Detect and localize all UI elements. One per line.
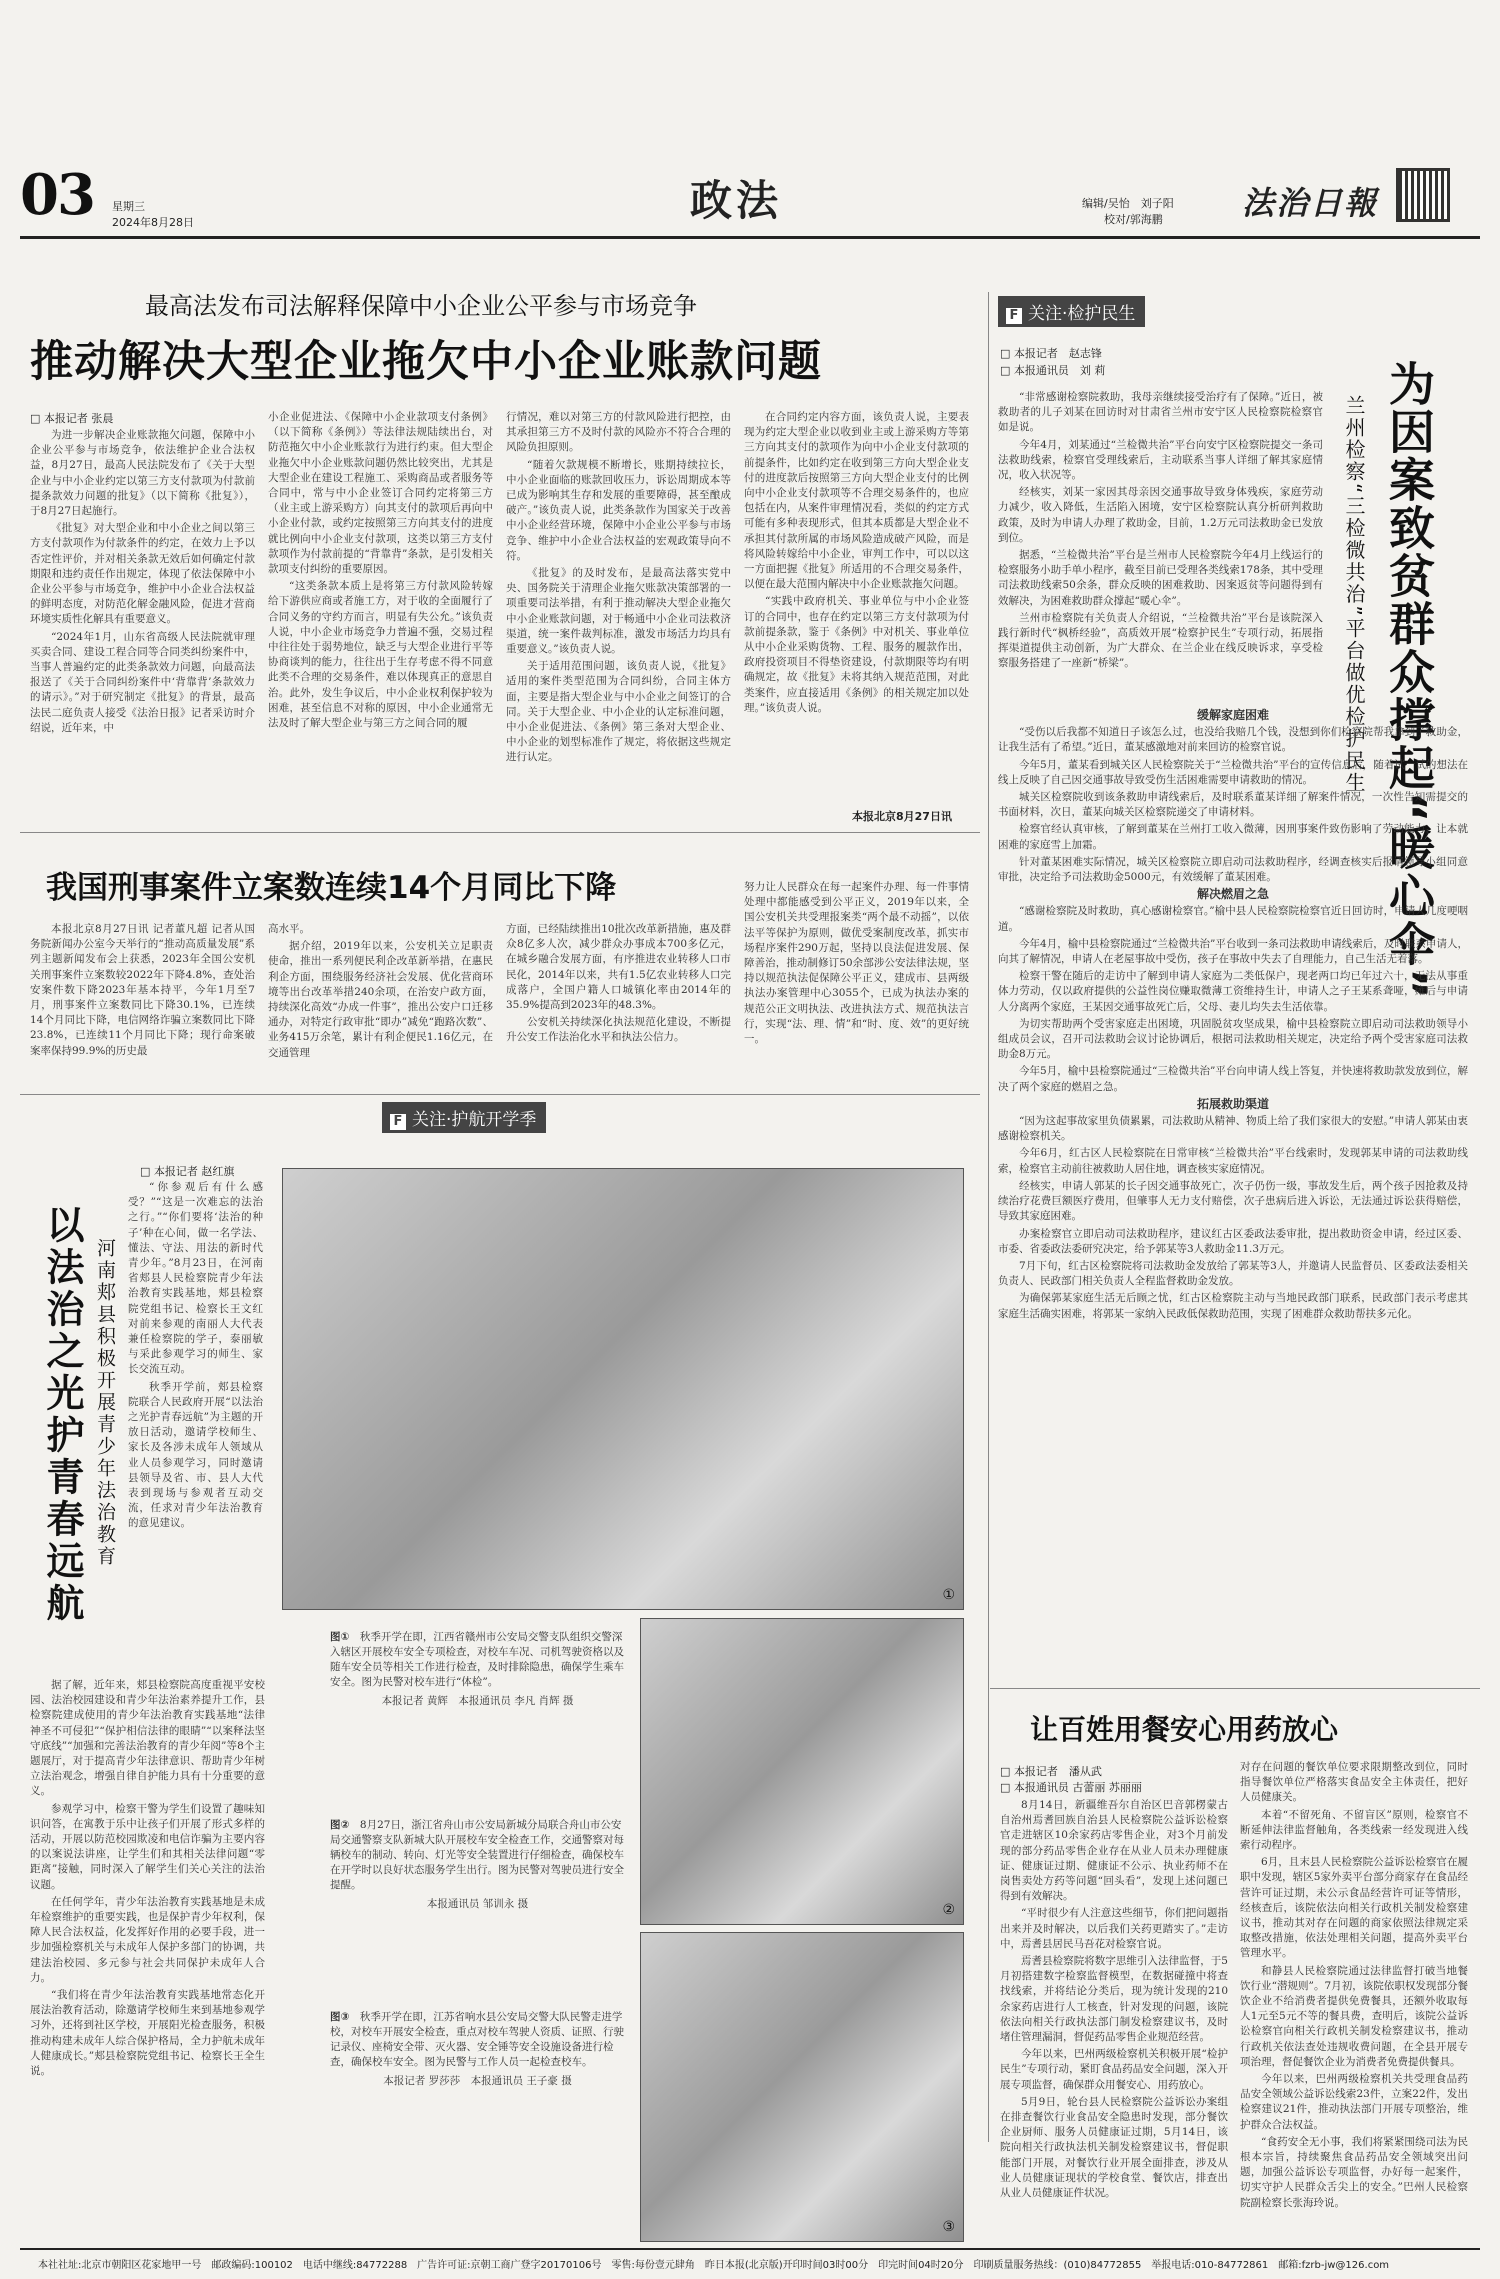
food-headline: 让百姓用餐安心用药放心 bbox=[1030, 1713, 1339, 1746]
caption-3: 图③ 秋季开学在即，江苏省响水县公安局交警大队民警走进学校，对校车开展安全检查，重点对校车驾驶人资质、证照、行驶记录仪、座椅安全带、灭火器、安全锤等安全设施设备进行检查，确保校车安全。图为民警与工作人员一起检查校车。 本报记者 罗莎莎 本报通讯员 王子豪 摄 bbox=[330, 2011, 624, 2087]
page-number: 03 bbox=[20, 162, 94, 228]
food-reporter-2: □ 本报通讯员 古蕾丽 苏丽丽 bbox=[1000, 1781, 1142, 1794]
campus-subheadline: 河南郏县积极开展青少年法治教育 bbox=[94, 1238, 116, 1568]
caption-1: 图① 秋季开学在即，江西省赣州市公安局交警支队组织交警深入辖区开展校车安全专项检查，对校车车况、司机驾驶资格以及随车安全员等相关工作进行检查，及时排除隐患，确保学生乘车安全。图为民警对校车进行“体检”。 本报记者 黄辉 本报通讯员 李凡 肖辉 摄 bbox=[330, 1631, 624, 1707]
photo-2-label: ② bbox=[942, 1902, 955, 1918]
footer-rule bbox=[20, 2248, 1480, 2250]
crime-col-4: 努力让人民群众在每一起案件办理、每一件事情处理中都能感受到公平正义，2019年以来，全国公安机关共受理报案类“两个最不动摇”，以依法平等保护为原则，做优受案制度改革，抓实市场程序案件290万起，坚持以良法促进发展、保障善治，推动制修订50余部涉公安法律法规，坚持以规范执法促保障公平正义，建成市、县两级执法办案管理中心3055个，已成为执法办案的规范公正文明执法、改进执法方式、规范执法言行，实现“法、理、情”和“时、度、效”的更好统一。 bbox=[744, 881, 969, 1046]
lead-kicker: 最高法发布司法解释保障中小企业公平参与市场竞争 bbox=[145, 292, 697, 320]
warmth-subheadline: 兰州检察“三检微共治”平台做优检护民生 bbox=[1342, 395, 1366, 794]
warmth-divider bbox=[990, 1688, 1480, 1689]
right-column-border bbox=[988, 292, 989, 2142]
footer-info: 本社社址:北京市朝阳区花家地甲一号 邮政编码:100102 电话中继线:84772288 广告许可证:京朝工商广登字20170106号 零售:每份壹元肆角 昨日本报(北京版)开印时间03时00分 印完时间04时20分 印刷质量服务热线：(010)84772855 举报电话:010-84772861 邮箱:fzrb-jw@126.com bbox=[38, 2260, 1390, 2271]
photo-3-label: ③ bbox=[942, 2219, 955, 2235]
campus-col-1: 据了解，近年来，郏县检察院高度重视平安校园、法治校园建设和青少年法治素养提升工作，县检察院建成使用的青少年法治教育实践基地“法律神圣不可侵犯”“保护相信法律的眼睛”“以案释法坚守底线”“加强和完善法治教育的青少年阅”等8个主题展厅，对于提高青少年法律意识、帮助青少年树立法治观念，增强自律自护能力具有十分重要的意义。 参观学习中，检察干警为学生们设置了趣味知识问答，在寓教于乐中让孩子们开展了形式多样的活动，开展以防范校园欺凌和电信诈骗为主要内容的以案说法讲座，让学生们和其相关法律问题“零距离”接触，同时深入了解学生们关心关注的法治议题。 在任何学年，青少年法治教育实践基地是未成年检察维护的重要实践，也是保护青少年权利，保障人民合法权益，化发挥好作用的必要手段，进一步加强检察机关与未成年人保护多部门的协调，共建法治校园、多元参与社会共同保护未成年人合力。 “我们将在青少年法治教育实践基地常态化开展法治教育活动，除邀请学校师生来到基地参观学习外，还将到社区学校，开展阳光检查服务，积极推动构建未成年人综合保护格局，全力护航未成年人健康成长。”郏县检察院党组书记、检察长王全生说。 bbox=[30, 1679, 265, 2078]
photo-3 bbox=[640, 1932, 964, 2242]
lead-end-credit: 本报北京8月27日讯 bbox=[852, 810, 952, 823]
caption-3-credit: 本报记者 罗莎莎 本报通讯员 王子豪 摄 bbox=[383, 2075, 572, 2087]
warmth-body: 缓解家庭困难 “受伤以后我都不知道日子该怎么过，也没给我赔几个钱，没想到你们检察院帮我拿到了救助金，让我生活有了希望。”近日，董某感激地对前来回访的检察官说。 今年5月，董某看到城关区人民检察院关于“兰检微共治”平台的宣传信息后，随着试一试的想法在线上反映了自己因交通事故导致受伤生活困难需要申请救助的情况。 城关区检察院收到该条救助申请线索后，及时联系董某详细了解案件情况，一次性告知需提交的书面材料，次日，董某向城关区检察院递交了申请材料。 检察官经认真审核，了解到董某在兰州打工收入微薄，因刑事案件致伤影响了劳动能力，让本就困难的家庭雪上加霜。 针对董某困难实际情况，城关区检察院立即启动司法救助程序，经调查核实后报请领导小组同意审批，决定给予司法救助金5000元，有效缓解了董某困难。 解决燃眉之急 “感谢检察院及时救助，真心感谢检察官。”榆中县人民检察院检察官近日回访时，申请人几度哽咽道。 今年4月，榆中县检察院通过“兰检微共治”平台收到一条司法救助申请线索后，及时联系申请人，向其了解情况，申请人在老屋事故中受伤，孩子在事故中失去了自理能力，自己生活无着落。 检察干警在随后的走访中了解到申请人家庭为二类低保户，现老两口均已年过六十，无法从事重体力劳动，仅以政府提供的公益性岗位赚取微薄工资维持生计，申请人之子王某系聋哑，瘫后与申请人分离两个家庭，王某因交通事故死亡后，父母、妻儿均失去生活依靠。 为切实帮助两个受害家庭走出困境，巩固脱贫攻坚成果，榆中县检察院立即启动司法救助领导小组成员会议，召开司法救助会议讨论协调后，根据司法救助相关规定，决定给予两个受害家庭司法救助金8万元。 今年5月，榆中县检察院通过“三检微共治”平台向申请人线上答复，并快速将救助款发放到位，解决了两个家庭的燃眉之急。 拓展救助渠道 “因为这起事故家里负债累累，司法救助从精神、物质上给了我们家很大的安慰。”申请人郭某由衷感谢检察机关。 今年6月，红古区人民检察院在日常审核“兰检微共治”平台线索时，发现郭某申请的司法救助线索，检察官主动前往被救助人居住地，调查核实家庭情况。 经核实，申请人郭某的长子因交通事故死亡，次子仍伤一级，事故发生后，两个孩子因抢救及持续治疗花费巨额医疗费用，但肇事人无力支付赔偿，次子患病后进入诉讼，无法通过诉讼获得赔偿，导致其家庭困难。 办案检察官立即启动司法救助程序，建议红古区委政法委审批，提出救助资金申请，经过区委、市委、省委政法委研究决定，给予郭某等3人救助金11.3万元。 7月下旬，红古区检察院将司法救助金发放给了郭某等3人，并邀请人民监督员、区委政法委相关负责人、民政部门相关负责人全程监督救助金发放。 为确保郭某家庭生活无后顾之忧，红古区检察院主动与当地民政部门联系，民政部门表示考虑其家庭生活确实困难，将郭某一家纳入民政低保救助范围，实现了困难群众救助帮扶多元化。 bbox=[998, 708, 1468, 1320]
column-logo-icon-2: F bbox=[1006, 308, 1022, 324]
campus-byline: □ 本报记者 赵红旗 bbox=[140, 1165, 235, 1178]
masthead-rule bbox=[20, 236, 1480, 239]
crime-col-1: 本报北京8月27日讯 记者董凡超 记者从国务院新闻办公室今天举行的“推动高质量发展”系列主题新闻发布会上获悉，2023年全国公安机关刑事案件立案数较2022年下降4.8%，查处治安案件数下降2023年基本持平，今年1月至7月，刑事案件立案数同比下降30.1%，已连续14个月同比下降，电信网络诈骗立案数同比下降23.8%，已连续11个月同比下降；现行命案破案率保持99.9%的历史最 bbox=[30, 923, 255, 1057]
lead-col-4: 在合同约定内容方面，该负责人说，主要表现为约定大型企业以收到业主或上游采购方等第三方向其支付的款项作为向中小企业支付款项的前提条件，比如约定在收到第三方向大型企业支付的进度款后按照第三方向大型企业支付的比例向中小企业支付款项等不合理交易条件的，也应包括在内，从案件审理情况看，类似的约定方式可能有多种表现形式，但其本质都是大型企业不承担其付款所属的市场风险造成破产风险，而是将风险转嫁给中小企业，审判工作中，可以以这一方面把握《批复》所适用的不合理交易条件，以便在最大范围内解决中小企业账款拖欠问题。 “实践中政府机关、事业单位与中小企业签订的合同中，也存在约定以第三方支付款项为付款前提条款，鉴于《条例》中对机关、事业单位从中小企业采购货物、工程、服务的履款作出，政府投资项目不得垫资建设，付款期限等均有明确规定，故《批复》未将其纳入规范范围，对此类案件，应直接适用《条例》的相关规定加以处理。”该负责人说。 bbox=[744, 411, 969, 714]
food-col-2: 对存在问题的餐饮单位要求限期整改到位，同时指导餐饮单位严格落实食品安全主体责任，把好人员健康关。 本着“不留死角、不留盲区”原则，检察官不断延伸法律监督触角，各类线索一经发现进入线索行动程序。 6月，且末县人民检察院公益诉讼检察官在履职中发现，辖区5家外卖平台部分商家存在食品经营许可证过期，未公示食品经营许可证等情形，经核查后，该院依法向相关行政机关制发检察建议书，推动其对存在问题的商家依照法律规定采取整改措施，依法处理相关问题，提高外卖平台管理水平。 和静县人民检察院通过法律监督打破当地餐饮行业“潜规则”。7月初，该院依职权发现部分餐饮企业不给消费者提供免费餐具，还额外收取每人1元至5元不等的餐具费，查明后，该院公益诉讼检察官向相关行政机关制发检察建议书，推动行政机关依法查处违规收费问题，在全县开展专项治理，督促餐饮企业为消费者免费提供餐具。 今年以来，巴州两级检察机关共受理食品药品安全领域公益诉讼线索23件，立案22件，发出检察建议21件，推动执法部门开展专项整治，维护群众合法权益。 “食药安全无小事，我们将紧紧围绕司法为民根本宗旨，持续聚焦食品药品安全领域突出问题，加强公益诉讼专项监督，办好每一起案件，切实守护人民群众舌尖上的安全。”巴州人民检察院副检察长张海玲说。 bbox=[1240, 1761, 1468, 2209]
campus-headline: 以法治之光护青春远航 bbox=[40, 1205, 84, 1625]
food-col-1: 8月14日，新疆维吾尔自治区巴音郭楞蒙古自治州焉耆回族自治县人民检察院公益诉讼检察官走进辖区10余家药店零售企业，对3个月前发现的部分药品零售企业存在从业人员未办理健康证、健康证过期、健康证不公示、执业药师不在岗售卖处方药等问题“回头看”，发现上述问题已得到有效解决。 “平时很少有人注意这些细节，你们把问题指出来并及时解决，以后我们关药更踏实了。”走访中，焉耆县居民马吾花对检察官说。 焉耆县检察院将数字思维引入法律监督，于5月初搭建数字检察监督模型，在数据碰撞中将查找线索，并将结论分类后，现为统计发现的210余家药店进行人工核查，针对发现的问题，该院依法向相关行政执法部门制发检察建议书，及时堵住管理漏洞，督促药品零售企业规范经营。 今年以来，巴州两级检察机关积极开展“检护民生”专项行动，紧盯食品药品安全问题，深入开展专项监督，确保群众用餐安心、用药放心。 5月9日，轮台县人民检察院公益诉讼办案组在排查餐饮行业食品安全隐患时发现，部分餐饮企业厨师、服务人员健康证过期，5月14日，该院向相关行政执法机关制发检察建议书，督促职能部门开展，对餐饮行业开展全面排查，涉及从业人员健康证现状的学校食堂、餐饮店，排查出从业人员健康证件状况。 bbox=[1000, 1799, 1228, 2200]
warmth-intro: “非常感谢检察院救助，我母亲继续接受治疗有了保障。”近日，被救助者的儿子刘某在回访时对甘肃省兰州市安宁区人民检察院检察官如是说。 今年4月，刘某通过“兰检微共治”平台向安宁区检察院提交一条司法救助线索，检察官受理线索后，主动联系当事人详细了解其家庭情况，收入状况等。 经核实，刘某一家因其母亲因交通事故导致身体残疾，家庭劳动力减少，收入降低，生活陷入困境，安宁区检察院认真分析研判救助政策，及时为申请人办理了救助金，目前，1.2万元司法救助金已发放到位。 据悉，“兰检微共治”平台是兰州市人民检察院今年4月上线运行的检察服务小助手单小程序，截至目前已受理各类线索178条，其中受理司法救助线索50余条，群众反映的困难救助、因案返贫等问题得到有效解决，为困难救助群众撑起“暖心伞”。 兰州市检察院有关负责人介绍说，“兰检微共治”平台是该院深入践行新时代“枫桥经验”，高质效开展“检察护民生”专项行动，拓展指挥渠道提供主动创新，为广大群众、在兰企业在线反映诉求，享受检察服务搭建了一座新“桥梁”。 bbox=[998, 391, 1323, 670]
masthead bbox=[0, 0, 1500, 240]
editor-credit: 编辑/吴怡 刘子阳 bbox=[1082, 197, 1174, 210]
crime-col-3: 方面，已经陆续推出10批次改革新措施，惠及群众8亿多人次，减少群众办事成本700多亿元，在城乡融合发展方面，有序推进农业转移人口市民化，2014年以来，共有1.5亿农业转移人口完成落户，全国户籍人口城镇化率由2014年的35.9%提高到2023年的48.3%。 公安机关持续深化执法规范化建设，不断提升公安工作法治化水平和执法公信力。 bbox=[506, 923, 731, 1044]
warmth-reporter-2: □ 本报通讯员 刘 莉 bbox=[1000, 364, 1106, 377]
warmth-subhead-1: 缓解家庭困难 bbox=[1196, 708, 1269, 722]
crime-headline: 我国刑事案件立案数连续14个月同比下降 bbox=[46, 870, 617, 906]
column-logo-icon: F bbox=[390, 1114, 406, 1130]
qr-code-icon bbox=[1396, 168, 1450, 222]
newspaper-logo: 法治日報 bbox=[1242, 184, 1379, 222]
weekday: 星期三 bbox=[112, 200, 145, 213]
crime-divider bbox=[20, 1094, 980, 1095]
photo-1 bbox=[282, 1168, 964, 1610]
lead-divider bbox=[20, 832, 980, 833]
food-reporter-1: □ 本报记者 潘从武 bbox=[1000, 1765, 1102, 1778]
lead-col-1: 为进一步解决企业账款拖欠问题，保障中小企业公平参与市场竞争，依法维护企业合法权益，8月27日，最高人民法院发布了《关于大型企业与中小企业约定以第三方支付款项为付款前提条款效力问题的批复》（以下简称《批复》），于8月27日起施行。 《批复》对大型企业和中小企业之间以第三方支付款项作为付款条件的约定，在效力上予以否定性评价，并对相关条款无效后如何确定付款期限和违约责任作出规定，体现了依法保障中小企业公平参与市场竞争，维护中小企业合法权益的鲜明态度，对防范化解金融风险，促进才营商环境实质性化解具有重要意义。 “2024年1月，山东省高级人民法院就审理买卖合同、建设工程合同等合同类纠纷案件中，当事人普遍约定的此类条款效力问题，向最高法报送了《关于合同纠纷案件中‘背靠背’条款效力的请示》。”对于研究制定《批复》的背景，最高法民二庭负责人接受《法治日报》记者采访时介绍说，近年来，中 bbox=[30, 429, 255, 734]
lead-col-3: 行情况，难以对第三方的付款风险进行把控，由其承担第三方不及时付款的风险亦不符合合理的风险负担原则。 “随着欠款规模不断增长，账期持续拉长，中小企业面临的账款回收压力，诉讼周期成本等已成为影响其生存和发展的重要障碍，甚至酿成破产。”该负责人说，此类条款作为国家关于改善中小企业经营环境，保障中小企业公平参与市场竞争、维护中小企业合法权益的宏观政策导向不符。 《批复》的及时发布，是最高法落实党中央、国务院关于清理企业拖欠账款决策部署的一项重要司法举措，有利于推动解决大型企业拖欠中小企业账款问题，对于畅通中小企业司法救济渠道，统一案件裁判标准，激发市场活力均具有重要意义。”该负责人说。 关于适用范围问题，该负责人说，《批复》适用的案件类型范围为合同纠纷，合同主体方面，主要是指大型企业与中小企业之间签订的合同。关于大型企业、中小企业的认定标准问题，中小企业促进法、《条例》第三条对大型企业、中小企业的划型标准作了规定，将依据这些规定进行认定。 bbox=[506, 411, 731, 764]
issue-date: 2024年8月28日 bbox=[112, 216, 194, 229]
warmth-subhead-2: 解决燃眉之急 bbox=[1196, 887, 1269, 902]
photo-2 bbox=[640, 1618, 964, 1925]
campus-intro: “你参观后有什么感受？”“这是一次难忘的法治之行。”“你们要将‘法治的种子’种在心间，做一名学法、懂法、守法、用法的新时代青少年。”8月23日，在河南省郏县人民检察院青少年法治教育实践基地，郏县检察院党组书记、检察长王文红对前来参观的南丽人大代表兼任检察院的学子，泰丽敏与采此参观学习的师生、家长交流互动。 秋季开学前，郏县检察院联合人民政府开展“以法治之光护青春远航”为主题的开放日活动，邀请学校师生、家长及各涉未成年人领域从业人员参观学习，同时邀请县领导及省、市、县人大代表到现场与参观者互动交流，任求对青少年法治教育的意见建议。 bbox=[128, 1181, 263, 1530]
proof-credit: 校对/郭海鹏 bbox=[1104, 213, 1163, 226]
warmth-subhead-3: 拓展救助渠道 bbox=[1196, 1096, 1269, 1111]
warmth-banner: F 关注·检护民生 bbox=[998, 296, 1145, 327]
warmth-reporter-1: □ 本报记者 赵志锋 bbox=[1000, 347, 1102, 360]
lead-col-2: 小企业促进法、《保障中小企业款项支付条例》（以下简称《条例》）等法律法规陆续出台，对防范拖欠中小企业账款行为进行约束。但大型企业拖欠中小企业账款问题仍然比较突出，尤其是大型企业在建设工程施工、采购商品或者服务等合同中，常与中小企业签订合同约定将第三方（业主或上游采购方）向其支付的款项后再向中小企业付款，或约定按照第三方向其支付的进度就比例向中小企业支付款项，这类以第三方支付款项作为付款前提的“背靠背”条款，是引发相关款项支付纠纷的重要原因。 “这类条款本质上是将第三方付款风险转嫁给下游供应商或者施工方，对于收的全面履行了合同义务的守约方而言，明显有失公允。”该负责人说，中小企业市场竞争力普遍不强，交易过程中往往处于弱势地位，缺乏与大型企业进行平等协商谈判的能力，往往出于生存考虑不得不同意此类不合理的交易条件，难以体现真正的意思自治。此外，发生争议后，中小企业权利保护较为困难，甚至信息不对称的原因，中小企业通常无法及时了解大型企业与第三方之间合同的履 bbox=[268, 411, 493, 730]
warmth-headline: 为因案致贫群众撑起“暖心伞” bbox=[1382, 360, 1436, 1001]
section-title: 政法 bbox=[690, 176, 783, 225]
crime-col-2: 高水平。 据介绍，2019年以来，公安机关立足职责使命，推出一系列便民利企改革新举措，在惠民利企方面，围绕服务经济社会发展、优化营商环境等出台改革举措240余项，在治安户政方面，持续深化高效“办成一件事”，推出公安户口迁移通办，对特定行政审批“即办”减免“跑路次数”、业务415万余笔，累计有利企便民1.16亿元，在交通管理 bbox=[268, 923, 493, 1059]
lead-headline: 推动解决大型企业拖欠中小企业账款问题 bbox=[30, 337, 822, 387]
caption-1-credit: 本报记者 黄辉 本报通讯员 李凡 肖辉 摄 bbox=[381, 1695, 574, 1707]
caption-2: 图② 8月27日，浙江省舟山市公安局新城分局联合舟山市公安局交通警察支队新城大队开展校车安全检查工作，交通警察对每辆校车的制动、转向、灯光等安全装置进行仔细检查，确保校车在开学时以良好状态服务学生出行。图为民警对驾驶员进行安全提醒。 本报通讯员 邹训永 摄 bbox=[330, 1819, 624, 1910]
photo-1-label: ① bbox=[942, 1587, 955, 1603]
campus-banner: F 关注·护航开学季 bbox=[382, 1102, 546, 1133]
caption-2-credit: 本报通讯员 邹训永 摄 bbox=[426, 1898, 529, 1910]
lead-byline: □ 本报记者 张晨 bbox=[30, 412, 114, 425]
